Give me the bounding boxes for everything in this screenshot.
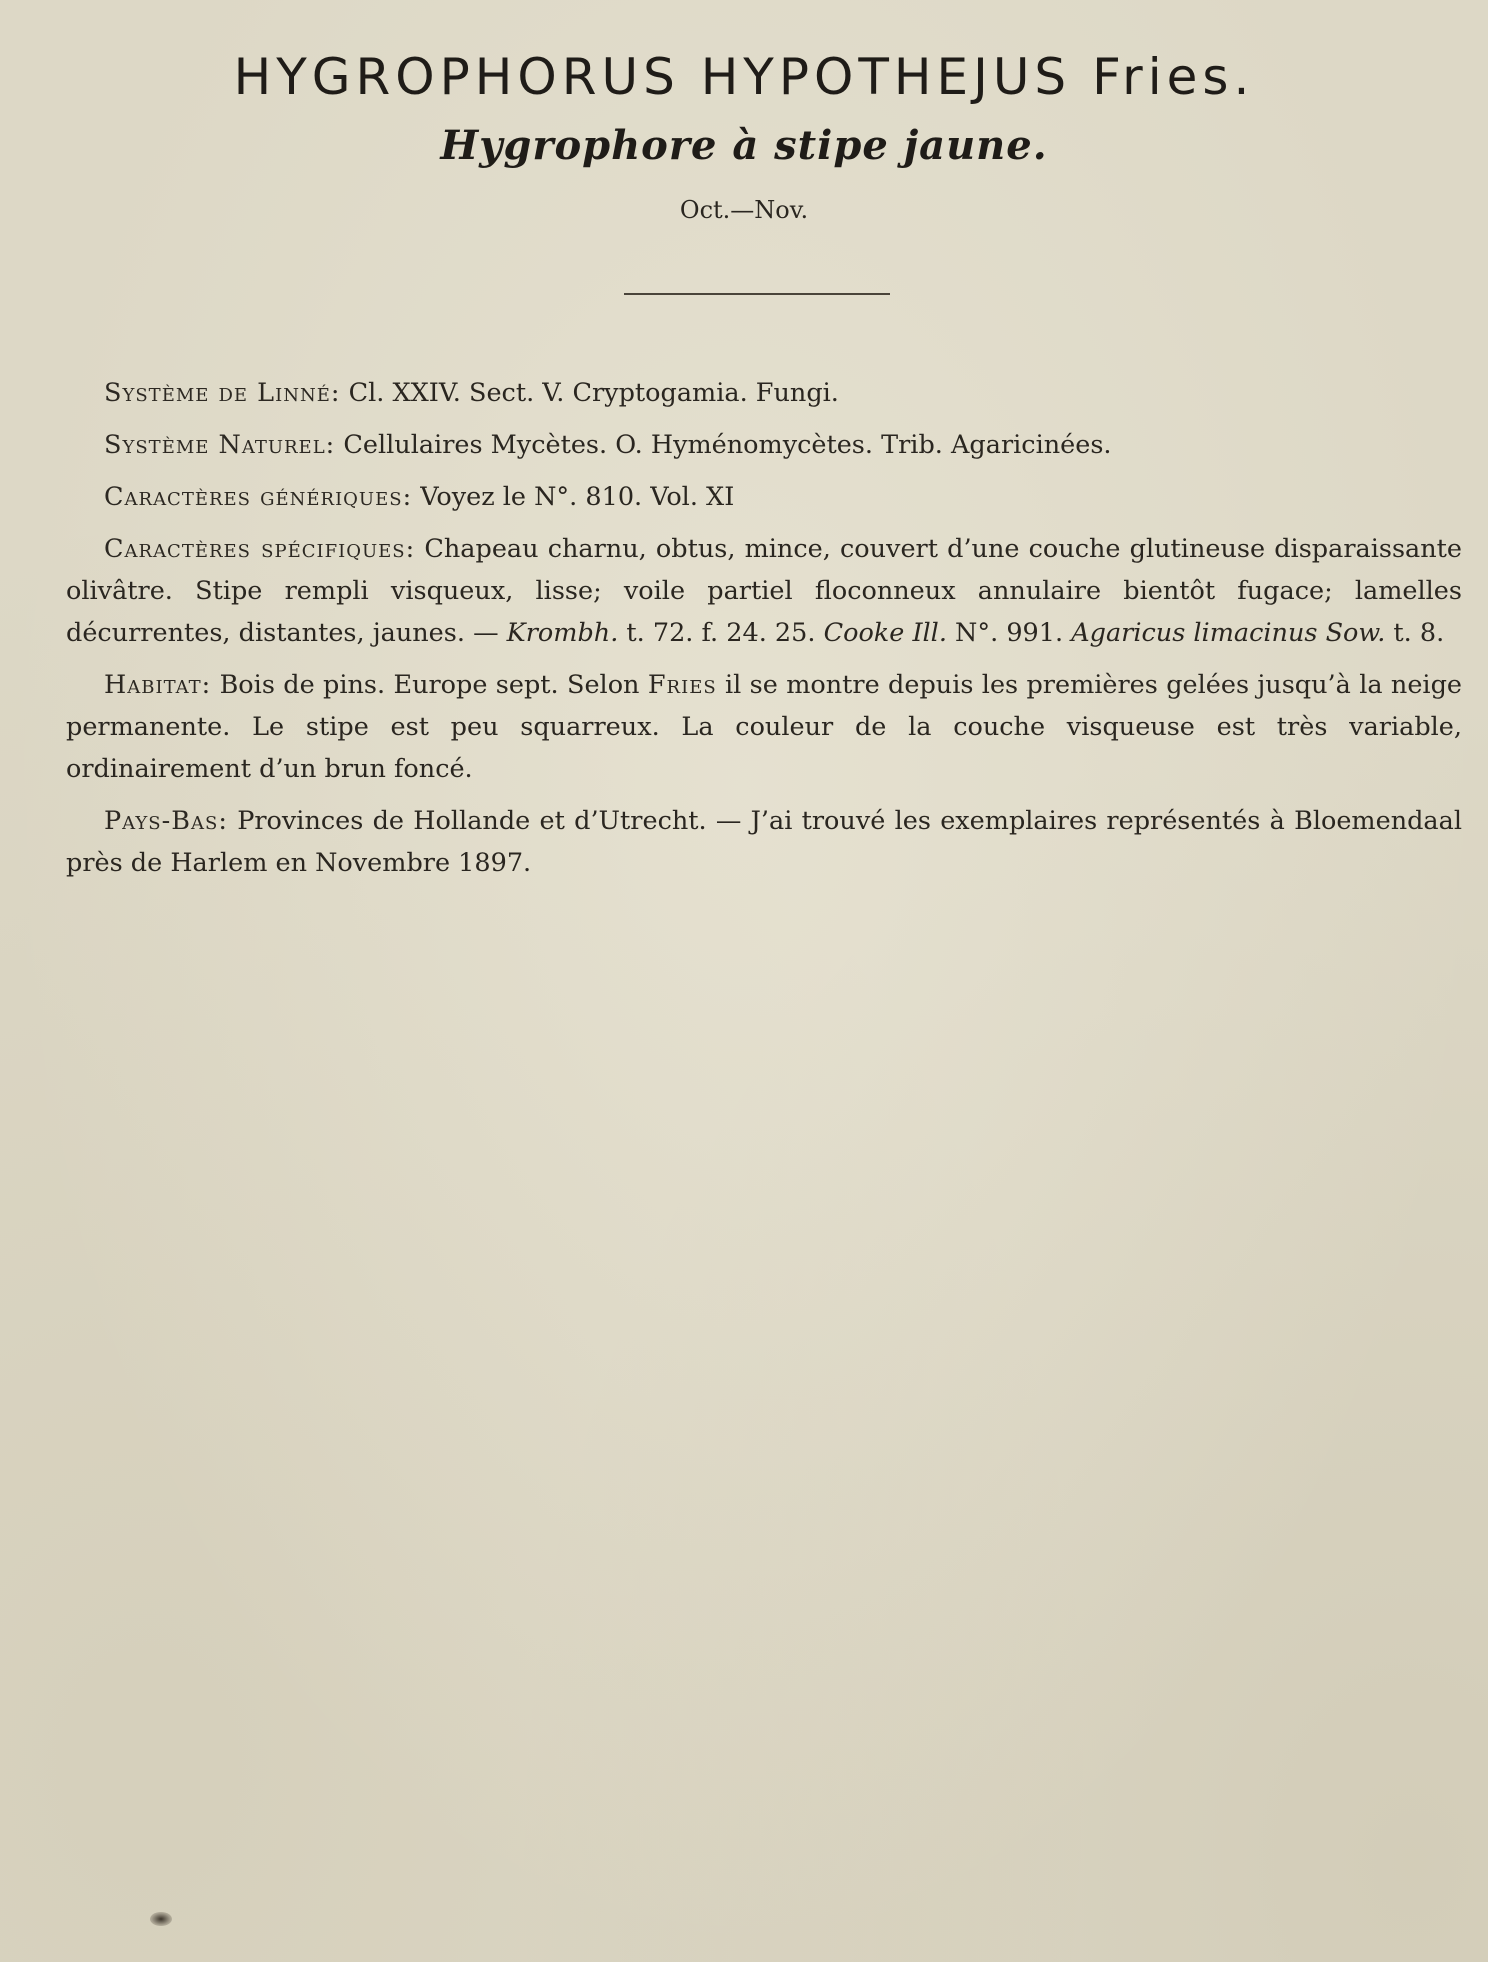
paragraph-naturel bbox=[66, 424, 1462, 466]
label-linne: Système de Linné: bbox=[104, 378, 341, 408]
paragraph-generiques bbox=[66, 476, 1462, 518]
text-specifiques-1: Chapeau charnu, obtus, mince, couvert d’une couche glutineuse disparaissante olivâtre. Stipe rempli visqueux, lisse; voile partiel floconneux annulaire bientôt fugace; lamelles décurrentes, distantes, jaunes. — bbox=[66, 534, 1462, 648]
text-naturel: Cellulaires Mycètes. O. Hyménomycètes. Trib. Agaricinées. bbox=[335, 430, 1112, 460]
reference-cooke: Cooke Ill. bbox=[823, 618, 947, 648]
label-pays-bas: Pays-Bas: bbox=[104, 806, 228, 836]
paragraph-linne bbox=[66, 372, 1462, 414]
text-pays-bas: Provinces de Hollande et d’Utrecht. — J’ai trouvé les exemplaires représentés à Bloemendaal près de Harlem en Novembre 1897. bbox=[66, 806, 1462, 878]
label-habitat: Habitat: bbox=[104, 670, 212, 700]
text-specifiques-4: t. 8. bbox=[1385, 618, 1445, 648]
label-generiques: Caractères génériques: bbox=[104, 482, 413, 512]
text-specifiques-2: t. 72. f. 24. 25. bbox=[618, 618, 824, 648]
author-fries: Fries bbox=[647, 670, 717, 700]
text-specifiques-3: N°. 991. bbox=[946, 618, 1072, 648]
reference-agaricus: Agaricus limacinus Sow. bbox=[1071, 618, 1386, 648]
description-body bbox=[66, 372, 1462, 894]
season-label: Oct.—Nov. bbox=[679, 196, 809, 224]
label-naturel: Système Naturel: bbox=[104, 430, 336, 460]
text-generiques: Voyez le N°. 810. Vol. XI bbox=[412, 482, 735, 512]
label-specifiques: Caractères spécifiques: bbox=[104, 534, 416, 564]
page-subtitle: Hygrophore à stipe jaune. bbox=[440, 122, 1048, 169]
page-title: HYGROPHORUS HYPOTHEJUS Fries. bbox=[233, 48, 1255, 106]
text-habitat-1: Bois de pins. Europe sept. Selon bbox=[211, 670, 648, 700]
reference-krombh: Krombh. bbox=[506, 618, 619, 648]
text-habitat-2: il se montre depuis les premières gelées jusqu’à la neige permanente. Le stipe est peu squarreux. La couleur de la couche visqueuse est très variable, ordinairement d’un brun foncé. bbox=[66, 670, 1463, 784]
ink-spot bbox=[150, 1912, 172, 1926]
text-linne: Cl. XXIV. Sect. V. Cryptogamia. Fungi. bbox=[340, 378, 839, 408]
paragraph-habitat bbox=[66, 664, 1462, 790]
divider-rule bbox=[624, 293, 890, 295]
paragraph-pays-bas bbox=[66, 800, 1462, 884]
paragraph-specifiques bbox=[66, 528, 1462, 654]
